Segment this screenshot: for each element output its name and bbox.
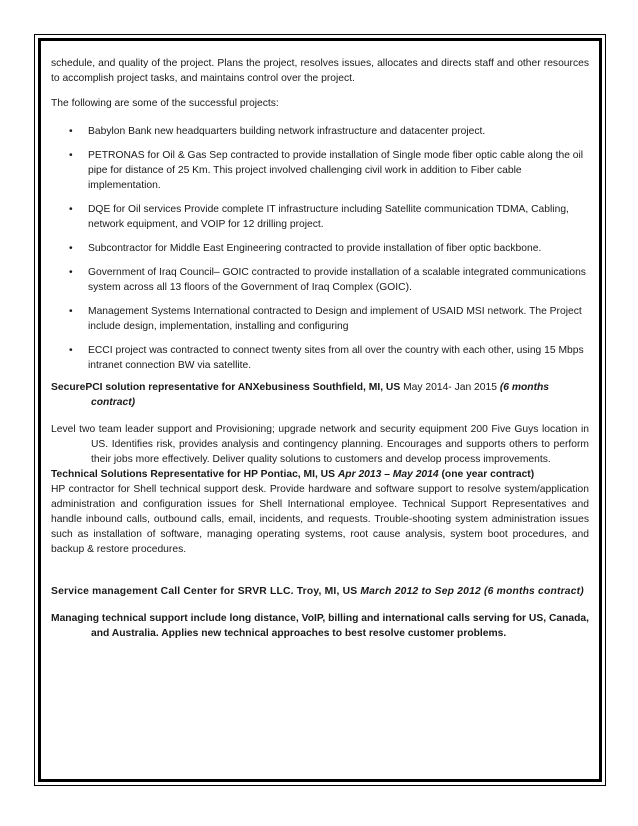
job-contract-note: (one year contract) (438, 469, 535, 480)
project-item (51, 343, 589, 373)
job-dates: May 2014- Jan 2015 (400, 382, 500, 393)
job-title: Service management Call Center for SRVR LLC. Troy, MI, US (51, 586, 361, 597)
job-title: SecurePCI solution representative for ANXebusiness Southfield, MI, US (51, 382, 401, 393)
bullet-icon: • (69, 204, 73, 215)
job-description-hp: HP contractor for Shell technical support desk. Provide hardware and software support to resolve system/application administration and configuration issues for Shell International employee. Technical Support Representatives and handle inbound calls, outbound calls, email, incidents, and requests. Trouble-shooting system administration issues such as installation of software, managing operating systems, root cause analysis, system boot procedures, and backup & restore procedures. (51, 484, 589, 555)
job-dates: Apr 2013 – May 2014 (337, 469, 439, 480)
project-item (51, 148, 589, 193)
project-text: PETRONAS for Oil & Gas Sep contracted to provide installation of Single mode fiber optic cable along the oil pipe for distance of 25 Km. This project involved challenging civil work in addition to Fiber cable implementation. (88, 150, 584, 191)
project-text: Subcontractor for Middle East Engineering contracted to provide installation of fiber optic backbone. (88, 243, 542, 254)
job-description-srvr: Managing technical support include long distance, VoIP, billing and international calls serving for US, Canada, and Australia. Applies new technical approaches to best resolve customer problems. (51, 613, 590, 639)
project-item (51, 304, 589, 334)
resume-content (51, 56, 589, 641)
bullet-icon: • (69, 345, 73, 356)
project-item (51, 265, 589, 295)
project-item (51, 202, 589, 232)
project-item (51, 241, 589, 256)
job-header-securepci (51, 380, 589, 410)
project-text: Management Systems International contracted to Design and implement of USAID MSI network. The Project include design, implementation, installing and configuring (88, 306, 582, 332)
bullet-icon: • (69, 243, 73, 254)
project-text: DQE for Oil services Provide complete IT infrastructure including Satellite communication TDMA, Cabling, network equipment, and VOIP for 12 drilling project. (88, 204, 569, 230)
projects-heading: The following are some of the successful projects: (51, 98, 279, 109)
job-header-hp (51, 467, 589, 482)
job-description-securepci: Level two team leader support and Provisioning; upgrade network and security equipment 200 Five Guys location in US. Identifies risk, provides analysis and contingency planning. Encourages and supports others to perform their jobs more effectively. Deliver quality solutions to customers and develop process improvements. (51, 424, 589, 465)
job-title: Technical Solutions Representative for HP Pontiac, MI, US (51, 469, 338, 480)
projects-list (51, 124, 589, 373)
intro-paragraph: schedule, and quality of the project. Plans the project, resolves issues, allocates and directs staff and other resources to accomplish project tasks, and maintains control over the project. (51, 58, 589, 84)
project-text: Government of Iraq Council– GOIC contracted to provide installation of a scalable integrated communications system across all 13 floors of the Government of Iraq Complex (GOIC). (88, 267, 586, 293)
bullet-icon: • (69, 306, 73, 317)
project-text: ECCI project was contracted to connect twenty sites from all over the country with each other, using 15 Mbps intranet connection BW via satellite. (88, 345, 584, 371)
bullet-icon: • (69, 126, 73, 137)
project-item (51, 124, 589, 139)
job-contract-note: (6 months contract) (91, 382, 550, 408)
bullet-icon: • (69, 267, 73, 278)
job-dates: March 2012 to Sep 2012 (6 months contract) (360, 586, 584, 597)
job-header-srvr (51, 584, 589, 599)
bullet-icon: • (69, 150, 73, 161)
project-text: Babylon Bank new headquarters building network infrastructure and datacenter project. (88, 126, 486, 137)
